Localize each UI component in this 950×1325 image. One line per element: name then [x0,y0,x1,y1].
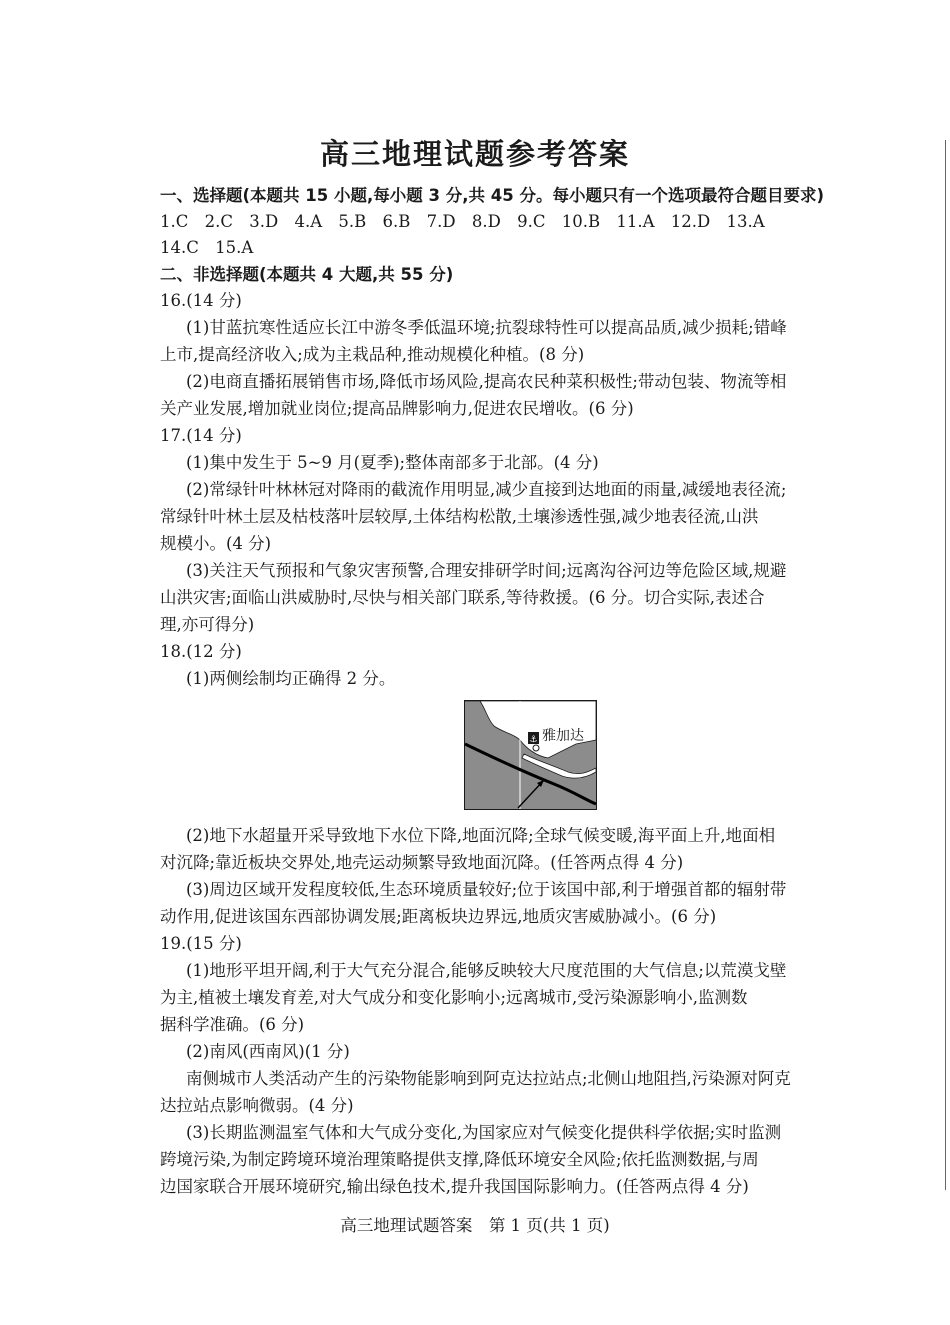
q16-part1-line2: 上市,提高经济收入;成为主栽品种,推动规模化种植。(8 分) [160,345,585,364]
q19-part3-line2: 跨境污染,为制定跨境环境治理策略提供支撑,降低环境安全风险;依托监测数据,与周 [160,1150,759,1169]
mc-answer: 12.D [670,212,711,231]
q17-part3-line1: (3)关注天气预报和气象灾害预警,合理安排研学时间;远离沟谷河边等危险区域,规避 [186,561,787,580]
q17-part2-line2: 常绿针叶林土层及枯枝落叶层较厚,土体结构松散,土壤渗透性强,减少地表径流,山洪 [160,507,759,526]
mc-answer: 5.B [338,212,367,231]
q19-part3-line1: (3)长期监测温室气体和大气成分变化,为国家应对气候变化提供科学依据;实时监测 [186,1123,782,1142]
mc-answer: 15.A [215,238,254,257]
q18-label: 18.(12 分) [160,642,242,661]
q17-part3-line2: 山洪灾害;面临山洪威胁时,尽快与相关部门联系,等待救援。(6 分。切合实际,表述合 [160,588,765,607]
q19-part3-line3: 边国家联合开展环境研究,输出绿色技术,提升我国国际影响力。(任答两点得 4 分) [160,1177,749,1196]
page-title: 高三地理试题参考答案 [319,137,630,171]
mc-answer: 7.D [426,212,456,231]
q19-label: 19.(15 分) [160,934,242,953]
q19-part1-line3: 据科学准确。(6 分) [160,1015,305,1034]
map-label-jakarta: 雅加达 [542,728,584,744]
q17-part3-line3: 理,亦可得分) [160,615,255,634]
mc-answer: 9.C [517,212,546,231]
mc-answer: 6.B [382,212,411,231]
binding-line [945,140,946,1190]
mc-answer: 4.A [294,212,323,231]
q18-part3-line2: 动作用,促进该国东西部协调发展;距离板块边界远,地质灾害威胁减小。(6 分) [160,907,717,926]
q17-part2-line3: 规模小。(4 分) [160,534,272,553]
q19-part1-line2: 为主,植被土壤发育差,对大气成分和变化影响小;远离城市,受污染源影响小,监测数 [160,988,748,1007]
q19-part2-line1: (2)南风(西南风)(1 分) [186,1042,350,1061]
mc-answer: 2.C [204,212,233,231]
section2-heading: 二、非选择题(本题共 4 大题,共 55 分) [160,265,454,284]
mc-answers-row1 [160,212,776,232]
q17-label: 17.(14 分) [160,426,242,445]
page-footer: 高三地理试题答案 第 1 页(共 1 页) [340,1216,610,1235]
q18-part3-line1: (3)周边区域开发程度较低,生态环境质量较好;位于该国中部,利于增强首都的辐射带 [186,880,787,899]
q17-part2-line1: (2)常绿针叶林林冠对降雨的截流作用明显,减少直接到达地面的雨量,减缓地表径流; [186,480,787,499]
q16-part2-line1: (2)电商直播拓展销售市场,降低市场风险,提高农民种菜积极性;带动包装、物流等相 [186,372,787,391]
mc-answer: 8.D [471,212,501,231]
jakarta-map-figure [464,700,597,810]
city-marker-icon [533,745,539,751]
mc-answer: 13.A [726,212,765,231]
q19-part1-line1: (1)地形平坦开阔,利于大气充分混合,能够反映较大尺度范围的大气信息;以荒漠戈壁 [186,961,787,980]
q16-part2-line2: 关产业发展,增加就业岗位;提高品牌影响力,促进农民增收。(6 分) [160,399,634,418]
q18-part2-line1: (2)地下水超量开采导致地下水位下降,地面沉降;全球气候变暖,海平面上升,地面相 [186,826,776,845]
q18-part2-line2: 对沉降;靠近板块交界处,地壳运动频繁导致地面沉降。(任答两点得 4 分) [160,853,684,872]
mc-answer: 11.A [616,212,655,231]
q19-part2-line2: 南侧城市人类活动产生的污染物能影响到阿克达拉站点;北侧山地阻挡,污染源对阿克 [186,1069,791,1088]
mc-answer: 14.C [160,238,199,257]
q19-part2-line3: 达拉站点影响微弱。(4 分) [160,1096,354,1115]
mc-answers-row2 [160,238,264,258]
mc-answer: 1.C [160,212,189,231]
q16-part1-line1: (1)甘蓝抗寒性适应长江中游冬季低温环境;抗裂球特性可以提高品质,减少损耗;错峰 [186,318,787,337]
mc-answer: 10.B [561,212,601,231]
anchor-glyph-icon: ⚓ [529,735,538,745]
q16-label: 16.(14 分) [160,291,242,310]
q18-part1: (1)两侧绘制均正确得 2 分。 [186,669,396,688]
q17-part1: (1)集中发生于 5~9 月(夏季);整体南部多于北部。(4 分) [186,453,599,472]
section1-heading: 一、选择题(本题共 15 小题,每小题 3 分,共 45 分。每小题只有一个选项最符合题目要求) [160,186,824,205]
mc-answer: 3.D [249,212,279,231]
